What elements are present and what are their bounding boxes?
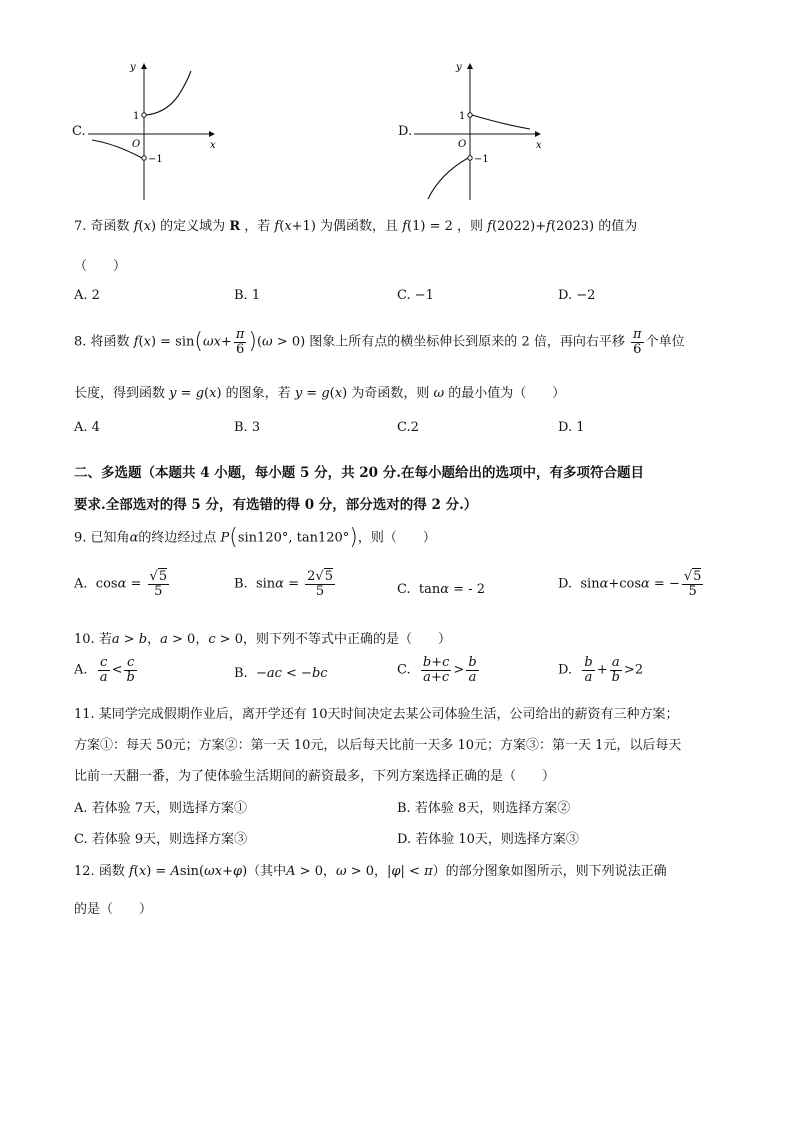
question-9-stem: 9. 已知角α的终边经过点 P(sin120°, tan120°)，则（ ） xyxy=(74,525,436,550)
graph-d xyxy=(412,58,552,204)
option-c-label: C. xyxy=(72,124,86,139)
q11-option-c: C. 若体验 9天，则选择方案③ xyxy=(74,832,248,847)
curve-right xyxy=(472,115,530,129)
q11-option-b: B. 若体验 8天，则选择方案② xyxy=(397,801,571,816)
open-point-1 xyxy=(468,113,472,117)
section-2-heading-line1: 二、多选题（本题共 4 小题，每小题 5 分，共 20 分.在每小题给出的选项中，有多项符合题目 xyxy=(74,465,644,481)
q11-option-d: D. 若体验 10天，则选择方案③ xyxy=(397,832,579,847)
open-point-neg1 xyxy=(468,156,472,160)
q10-option-c: C. $\frac{b+c}{a+c}$ > $\frac{b}{a}$ xyxy=(397,655,477,685)
q7-option-d: D. −2 xyxy=(558,288,596,303)
q9-option-d: D. sinα+cosα = − $\frac{√5}{5}$ xyxy=(558,569,702,599)
q10-option-d: D. $\frac{b}{a}$ + $\frac{a}{b}$ >2 xyxy=(558,655,644,685)
tick-1: 1 xyxy=(133,111,140,122)
q10-option-b: B. −ac < −bc xyxy=(234,666,328,681)
option-d-label: D. xyxy=(398,124,413,139)
curve-left xyxy=(428,158,468,199)
x-label: x xyxy=(210,140,216,151)
question-10-stem: 10. 若a > b，a > 0，c > 0，则下列不等式中正确的是（ ） xyxy=(74,632,452,647)
x-label: x xyxy=(536,140,542,151)
origin-label: O xyxy=(458,139,467,150)
q7-option-a: A. 2 xyxy=(74,288,100,303)
tick-neg1: −1 xyxy=(474,154,489,165)
curve-right xyxy=(146,71,191,115)
tick-1: 1 xyxy=(459,111,466,122)
origin-label: O xyxy=(132,139,141,150)
q8-option-a: A. 4 xyxy=(74,420,100,435)
q8-option-d: D. 1 xyxy=(558,420,585,435)
question-11-line3: 比前一天翻一番，为了使体验生活期间的薪资最多，下列方案选择正确的是（ ） xyxy=(74,769,556,784)
q11-option-a: A. 若体验 7天，则选择方案① xyxy=(74,801,248,816)
graph-c xyxy=(86,58,226,204)
question-11-line1: 11. 某同学完成假期作业后，离开学还有 10天时间决定去某公司体验生活，公司给出的薪资有三种方案； xyxy=(74,707,679,722)
q7-option-b: B. 1 xyxy=(234,288,261,303)
q8-option-b: B. 3 xyxy=(234,420,261,435)
y-label: y xyxy=(456,62,462,73)
y-label: y xyxy=(130,62,136,73)
question-7-paren: （ ） xyxy=(74,259,127,274)
q9-option-c: C. tanα = - 2 xyxy=(397,582,485,597)
open-point-neg1 xyxy=(142,156,146,160)
q8-option-c: C.2 xyxy=(397,420,419,435)
question-8-line2: 长度，得到函数 y = g(x) 的图象，若 y = g(x) 为奇函数，则 ω 的最小值为（ ） xyxy=(74,386,566,401)
section-2-heading-line2: 要求.全部选对的得 5 分，有选错的得 0 分，部分选对的得 2 分.） xyxy=(74,497,478,513)
open-point-1 xyxy=(142,113,146,117)
question-12-line2: 的是（ ） xyxy=(74,902,153,917)
question-7-stem: 7. 奇函数 f(x) 的定义域为 R ，若 f(x+1) 为偶函数，且 f(1) = 2 ，则 f(2022)+f(2023) 的值为 xyxy=(74,219,638,234)
q9-option-b: B. sinα = $\frac{2√5}{5}$ xyxy=(234,569,333,599)
question-12-line1: 12. 函数 f(x) = Asin(ωx+φ)（其中A > 0，ω > 0，|φ| < π）的部分图象如图所示，则下列说法正确 xyxy=(74,864,667,879)
question-11-line2: 方案①：每天 50元；方案②：第一天 10元，以后每天比前一天多 10元；方案③：第一天 1元，以后每天 xyxy=(74,738,682,753)
q10-option-a: A. $\frac{c}{a}$ < $\frac{c}{b}$ xyxy=(74,655,135,685)
q7-option-c: C. −1 xyxy=(397,288,434,303)
tick-neg1: −1 xyxy=(148,154,163,165)
q9-option-a: A. cosα = $\frac{√5}{5}$ xyxy=(74,569,168,599)
question-8-line1: 8. 将函数 f(x) = sin(ωx+ $\frac{\pi}{6}$ )(ω > 0) 图象上所有点的横坐标伸长到原来的 2 倍，再向右平移 $\frac{\pi}{6}$ 个单位 xyxy=(74,326,685,357)
